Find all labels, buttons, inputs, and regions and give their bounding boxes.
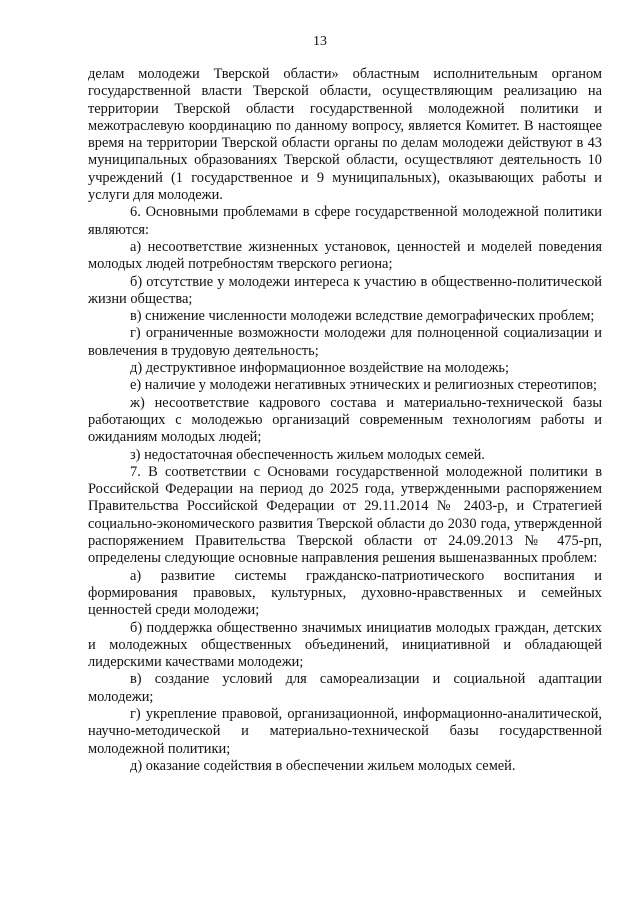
problem-item-b: б) отсутствие у молодежи интереса к участию в общественно-политической жизни общества; xyxy=(88,273,602,307)
direction-item-b: б) поддержка общественно значимых инициатив молодых граждан, детских и молодежных общественных объединений, инициативной и обладающей лидерскими качествами молодежи; xyxy=(88,619,602,671)
direction-item-v: в) создание условий для самореализации и социальной адаптации молодежи; xyxy=(88,671,602,705)
problem-item-a: а) несоответствие жизненных установок, ценностей и моделей поведения молодых людей потребностям тверского региона; xyxy=(88,238,602,273)
page-number: 13 xyxy=(313,34,327,49)
problem-item-z: з) недостаточная обеспеченность жильем молодых семей. xyxy=(130,446,485,463)
problem-item-g: г) ограниченные возможности молодежи для полноценной социализации и вовлечения в трудовую деятельность; xyxy=(88,325,602,359)
problem-item-e: е) наличие у молодежи негативных этнических и религиозных стереотипов; xyxy=(130,377,598,394)
paragraph-committee-intro: делам молодежи Тверской области» областным исполнительным органом государственной власти Тверской области, осуществляющим реализацию на территории Тверской области государственной молодежной политики и межотраслевую координацию по данному вопросу, является Комитет. В настоящее время на территории Тверской области органы по делам молодежи действуют в 43 муниципальных образованиях Тверской области, осуществляют деятельность 10 учреждений (1 государственное и 9 муниципальных), оказывающих работы и услуги для молодежи. xyxy=(88,66,602,204)
direction-item-a: а) развитие системы гражданско-патриотического воспитания и формирования правовых, культурных, духовно-нравственных и семейных ценностей среди молодежи; xyxy=(88,567,602,619)
problem-item-zh: ж) несоответствие кадрового состава и материально-технической базы работающих с молодежью организаций современным технологиям работы и ожиданиям молодых людей; xyxy=(88,394,602,446)
document-body xyxy=(88,66,602,775)
paragraph-directions: 7. В соответствии с Основами государственной молодежной политики в Российской Федерации на период до 2025 года, утвержденными распоряжением Правительства Российской Федерации от 29.11.2014 № 2403-р, и Стратегией социально-экономического развития Тверской области до 2030 года, утвержденной распоряжением Правительства Тверской области от 24.09.2013 № 475-рп, определены следующие основные направления решения вышеназванных проблем: xyxy=(88,463,602,567)
direction-item-g: г) укрепление правовой, организационной, информационно-аналитической, научно-методической и материально-технической базы государственной молодежной политики; xyxy=(88,705,602,757)
problem-item-v: в) снижение численности молодежи вследствие демографических проблем; xyxy=(130,308,595,325)
direction-item-d: д) оказание содействия в обеспечении жильем молодых семей. xyxy=(130,757,516,774)
problem-item-d: д) деструктивное информационное воздействие на молодежь; xyxy=(130,360,509,377)
paragraph-main-problems: 6. Основными проблемами в сфере государственной молодежной политики являются: xyxy=(88,204,602,238)
